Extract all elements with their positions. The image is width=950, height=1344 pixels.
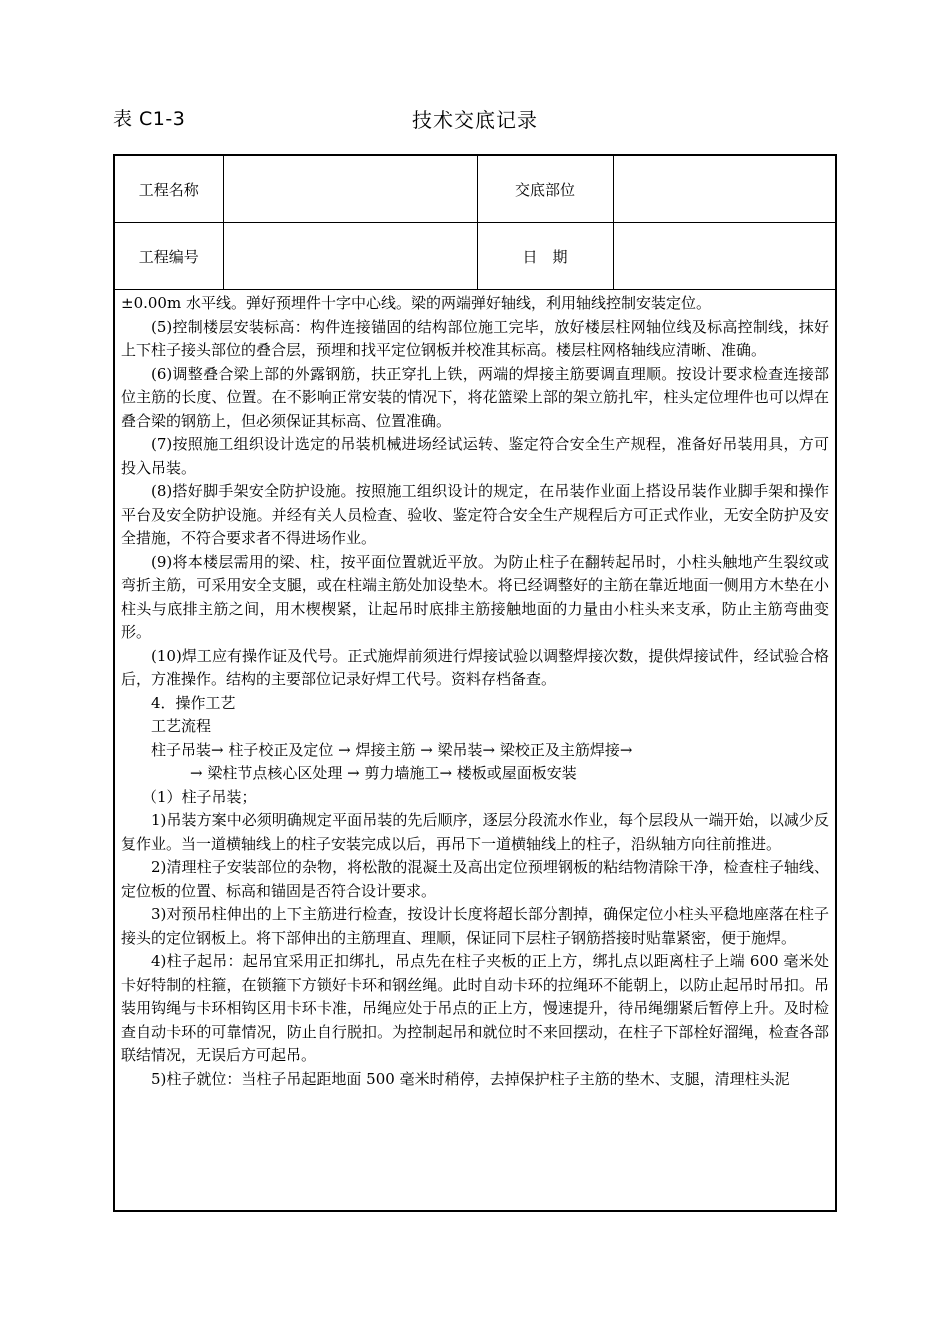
info-row-2	[115, 223, 835, 290]
step-4: 4)柱子起吊：起吊宜采用正扣绑扎，吊点先在柱子夹板的正上方，绑扎点以距离柱子上端 600 毫米处卡好特制的柱箍，在锁箍下方锁好卡环和钢丝绳。此时自动卡环的拉绳环不能朝上，以防止起吊时吊扣。吊装用钩绳与卡环相钩区用卡环卡准，吊绳应处于吊点的正上方，慢速提升，待吊绳绷紧后暂停上升。及时检查自动卡环的可靠情况，防止自行脱扣。为控制起吊和就位时不来回摆动，在柱子下部栓好溜绳，检查各部联结情况，无误后方可起吊。	[121, 952, 829, 1064]
step-5: 5)柱子就位：当柱子吊起距地面 500 毫米时稍停，去掉保护柱子主筋的垫木、支腿，清理柱头泥	[151, 1069, 790, 1088]
info-row-1	[115, 156, 835, 223]
paragraph-item-5: (5)控制楼层安装标高：构件连接锚固的结构部位施工完毕，放好楼层柱网轴位线及标高控制线，抹好上下柱子接头部位的叠合层，预埋和找平定位钢板并校准其标高。楼层柱网格轴线应清晰、准确。	[121, 317, 829, 359]
paragraph-item-6: (6)调整叠合梁上部的外露钢筋，扶正穿扎上铁，两端的焊接主筋要调直理顺。按设计要求检查连接部位主筋的长度、位置。在不影响正常安装的情况下，将花篮梁上部的架立筋扎牢，柱头定位埋件也可以焊在叠合梁的钢筋上，但必须保证其标高、位置准确。	[121, 364, 829, 430]
flow-line-2: → 梁柱节点核心区处理 → 剪力墙施工→ 楼板或屋面板安装	[190, 764, 577, 782]
step-1: 1)吊装方案中必须明确规定平面吊装的先后顺序，逐层分段流水作业，每个层段从一端开始，以减少反复作业。当一道横轴线上的柱子安装完成以后，再吊下一道横轴线上的柱子，沿纵轴方向往前推进。	[121, 811, 829, 853]
paragraph-item-10: (10)焊工应有操作证及代号。正式施焊前须进行焊接试验以调整焊接次数，提供焊接试件，经试验合格后，方准操作。结构的主要部位记录好焊工代号。资料存档备查。	[121, 646, 829, 688]
disclosure-content	[121, 292, 829, 1091]
project-name-field[interactable]	[223, 156, 477, 223]
paragraph-item-7: (7)按照施工组织设计选定的吊装机械进场经试运转、鉴定符合安全生产规程，准备好吊装用具，方可投入吊装。	[121, 435, 829, 477]
step-3: 3)对预吊柱伸出的上下主筋进行检查，按设计长度将超长部分割掉，确保定位小柱头平稳地座落在柱子接头的定位钢板上。将下部伸出的主筋理直、理顺，保证同下层柱子钢筋搭接时贴靠紧密，便于施焊。	[121, 905, 829, 947]
date-field[interactable]	[613, 223, 835, 290]
location-field[interactable]	[613, 156, 835, 223]
location-label: 交底部位	[477, 156, 613, 223]
step-2: 2)清理柱子安装部位的杂物，将松散的混凝土及高出定位预埋钢板的粘结物清除干净，检查柱子轴线、定位板的位置、标高和锚固是否符合设计要求。	[121, 858, 829, 900]
paragraph-item-8: (8)搭好脚手架安全防护设施。按照施工组织设计的规定，在吊装作业面上搭设吊装作业脚手架和操作平台及安全防护设施。并经有关人员检查、验收、鉴定符合安全生产规程后方可正式作业，无安全防护及安全措施，不符合要求者不得进场作业。	[121, 482, 829, 547]
project-no-field[interactable]	[223, 223, 477, 290]
form-code: 表 C1-3	[113, 108, 186, 130]
date-label: 日 期	[477, 223, 613, 290]
section-heading: 4．操作工艺	[151, 693, 236, 712]
subsection-heading: （1）柱子吊装；	[142, 787, 257, 806]
project-no-label: 工程编号	[115, 223, 223, 290]
document-title: 技术交底记录	[412, 108, 538, 132]
paragraph-continued: ±0.00m 水平线。弹好预埋件十字中心线。梁的两端弹好轴线，利用轴线控制安装定位。	[121, 294, 711, 312]
flow-line-1: 柱子吊装→ 柱子校正及定位 → 焊接主筋 → 梁吊装→ 梁校正及主筋焊接→	[151, 740, 633, 759]
project-name-label: 工程名称	[115, 156, 223, 223]
flow-title: 工艺流程	[151, 717, 212, 735]
paragraph-item-9: (9)将本楼层需用的梁、柱，按平面位置就近平放。为防止柱子在翻转起吊时，小柱头触地产生裂纹或弯折主筋，可采用安全支腿，或在柱端主筋处加设垫木。将已经调整好的主筋在靠近地面一侧用方木垫在小柱头与底排主筋之间，用木楔楔紧，让起吊时底排主筋接触地面的力量由小柱头来支承，防止主筋弯曲变形。	[121, 552, 829, 641]
record-frame	[113, 154, 837, 1212]
project-info-table	[115, 156, 835, 290]
